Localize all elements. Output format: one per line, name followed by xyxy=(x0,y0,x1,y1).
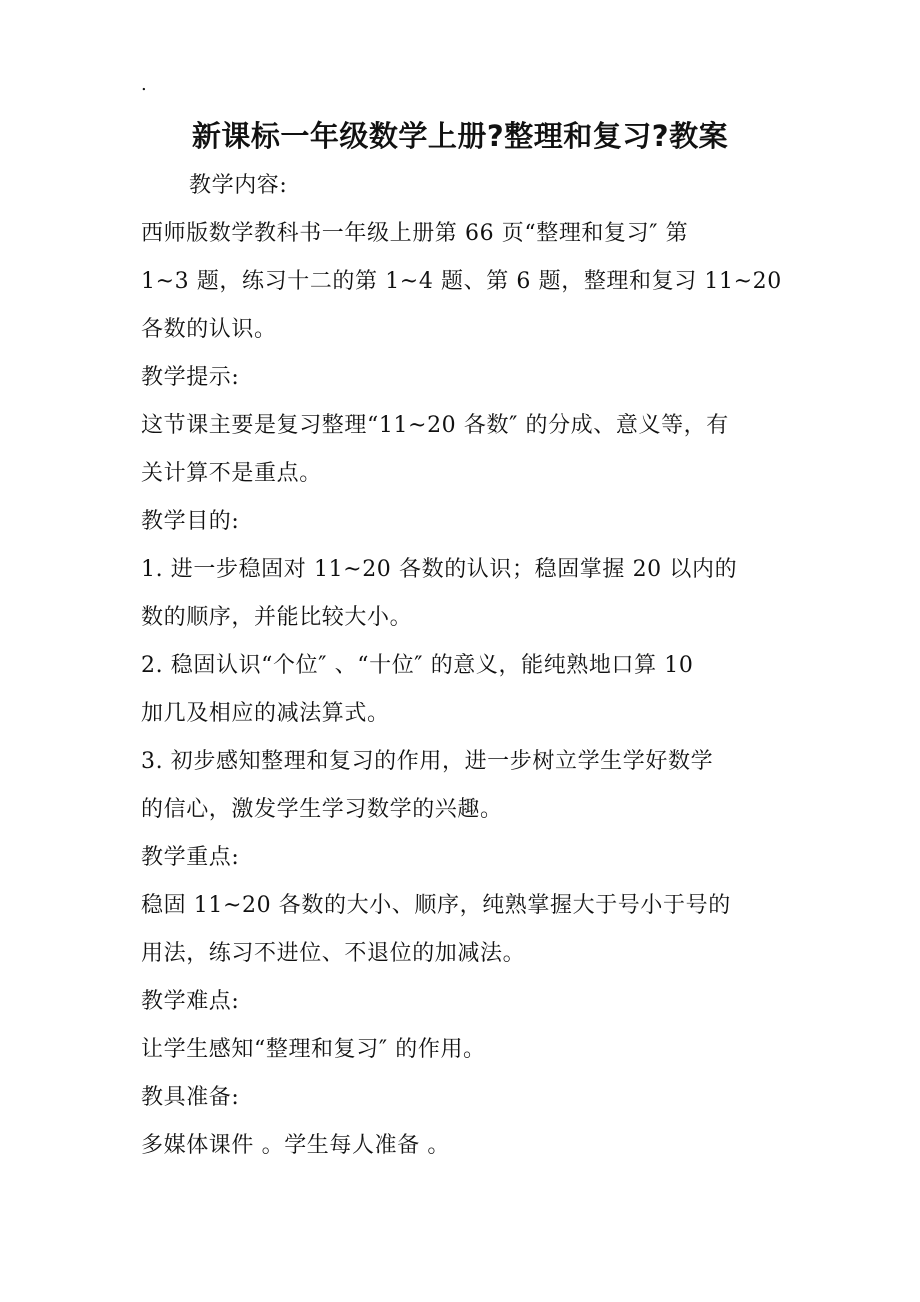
paragraph-line: 关计算不是重点。 xyxy=(141,461,322,486)
list-item-line: 2. 稳固认识“个位″ 、“十位″ 的意义，能纯熟地口算 10 xyxy=(141,653,694,678)
section-heading-goals: 教学目的: xyxy=(141,509,240,534)
paragraph-line: 这节课主要是复习整理“11~20 各数″ 的分成、意义等，有 xyxy=(141,413,729,438)
list-item-line: 3. 初步感知整理和复习的作用，进一步树立学生学好数学 xyxy=(141,749,714,774)
section-heading-materials: 教具准备: xyxy=(141,1085,240,1110)
list-item-line: 加几及相应的减法算式。 xyxy=(141,701,390,726)
paragraph-line: 各数的认识。 xyxy=(141,317,277,342)
paragraph-line: 用法，练习不进位、不退位的加减法。 xyxy=(141,941,526,966)
list-item-line: 的信心，激发学生学习数学的兴趣。 xyxy=(141,797,503,822)
section-heading-key-points: 教学重点: xyxy=(141,845,240,870)
paragraph-line: 让学生感知“整理和复习″ 的作用。 xyxy=(141,1037,486,1062)
paragraph-line: 1~3 题，练习十二的第 1~4 题、第 6 题，整理和复习 11~20 xyxy=(141,269,782,294)
paragraph-line: 稳固 11~20 各数的大小、顺序，纯熟掌握大于号小于号的 xyxy=(141,893,731,918)
header-dot: . xyxy=(141,74,147,95)
section-heading-difficulties: 教学难点: xyxy=(141,989,240,1014)
paragraph-line: 多媒体课件 。学生每人准备 。 xyxy=(141,1133,450,1158)
document-body xyxy=(141,162,781,1170)
paragraph-line: 西师版数学教科书一年级上册第 66 页“整理和复习″ 第 xyxy=(141,221,689,246)
list-item-line: 数的顺序，并能比较大小。 xyxy=(141,605,413,630)
section-heading-hint: 教学提示: xyxy=(141,365,240,390)
list-item-line: 1. 进一步稳固对 11~20 各数的认识；稳固掌握 20 以内的 xyxy=(141,557,738,582)
document-title: 新课标一年级数学上册?整理和复习?教案 xyxy=(191,119,729,153)
section-heading-content: 教学内容: xyxy=(189,173,288,198)
